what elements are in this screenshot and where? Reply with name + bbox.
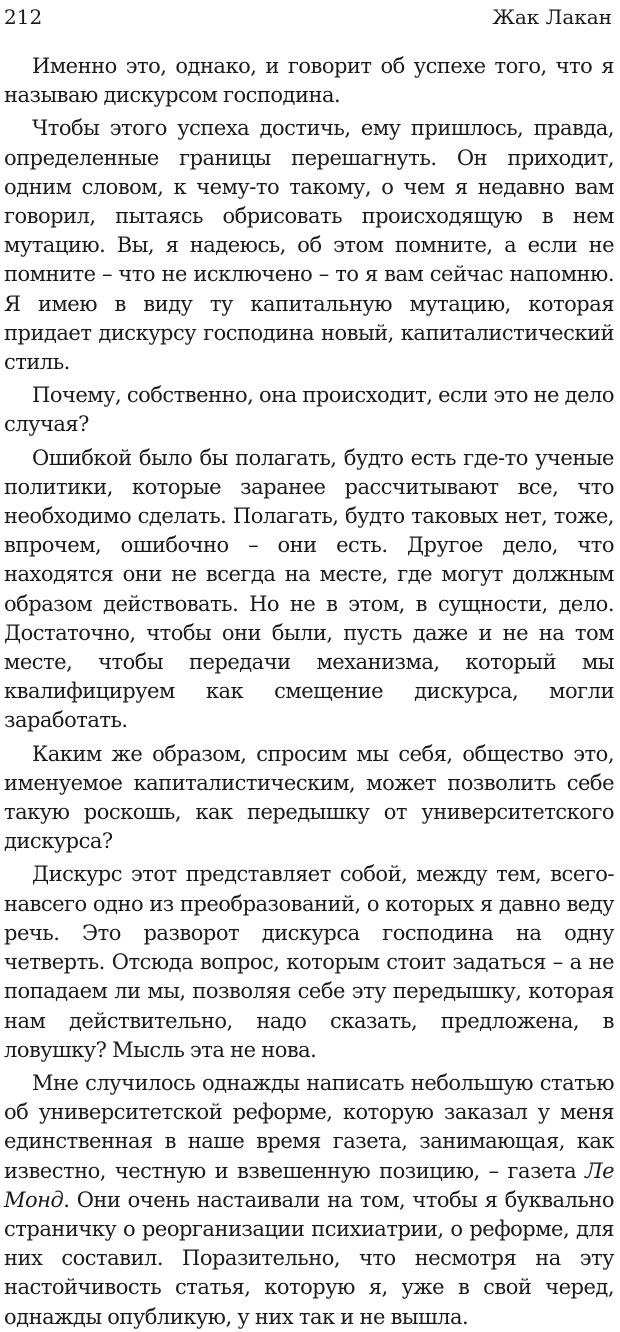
running-head bbox=[4, 0, 614, 40]
newspaper-title: Ле Монд bbox=[4, 1158, 614, 1212]
paragraph: Чтобы этого успеха достичь, ему пришлось, правда, определенные границы перешагнуть. Он приходит, одним словом, к чему-то такому, о чем я недавно вам говорил, пытаясь обрисовать происходящую в нем мутацию. Вы, я надеюсь, об этом помните, а если не помните – что не исключено – то я вам сейчас напомню. Я имею в виду ту капитальную мутацию, которая придает дискурсу господина новый, капиталистический стиль. bbox=[4, 116, 614, 375]
paragraph-text: Мне случилось однажды написать небольшую статью об университетской реформе, которую заказал у меня единственная в наше время газета, занимающая, как известно, честную и взвешенную позицию, – газета bbox=[4, 1070, 614, 1183]
paragraph: Дискурс этот представляет собой, между тем, всего-навсего одно из преобразований, о которых я давно веду речь. Это разворот дискурса господина на одну четверть. Отсюда вопрос, которым стоит задаться – а не попадаем ли мы, позволяя себе эту передышку, которая нам действительно, надо сказать, предложена, в ловушку? Мысль эта не нова. bbox=[4, 862, 614, 1062]
body-text bbox=[4, 52, 614, 1332]
paragraph: Именно это, однако, и говорит об успехе того, что я называю дискурсом господина. bbox=[4, 54, 614, 108]
paragraph: Почему, собственно, она происходит, если это не дело случая? bbox=[4, 383, 614, 437]
paragraph-text: . Они очень настаивали на том, чтобы я буквально страничку о реорганизации психиатрии, о реформе, для них составил. Поразительно, что несмотря на эту настойчивость статья, которую я, уже в свой черед, однажды опубликую, у них так и не вышла. bbox=[4, 1187, 614, 1329]
running-head-author: Жак Лакан bbox=[492, 5, 612, 29]
paragraph: Ошибкой было бы полагать, будто есть где-то ученые политики, которые заранее рассчитывают все, что необходимо сделать. Полагать, будто таковых нет, тоже, впрочем, ошибочно – они есть. Другое дело, что находятся они не всегда на месте, где могут должным образом действовать. Но не в этом, в сущности, дело. Достаточно, чтобы они были, пусть даже и не на том месте, чтобы передачи механизма, который мы квалифицируем как смещение дискурса, могли заработать. bbox=[4, 445, 614, 733]
page-number: 212 bbox=[4, 5, 43, 29]
paragraph: Каким же образом, спросим мы себя, общество это, именуемое капиталистическим, может позволить себе такую роскошь, как передышку от университетского дискурса? bbox=[4, 741, 614, 854]
paragraph bbox=[4, 1069, 614, 1332]
